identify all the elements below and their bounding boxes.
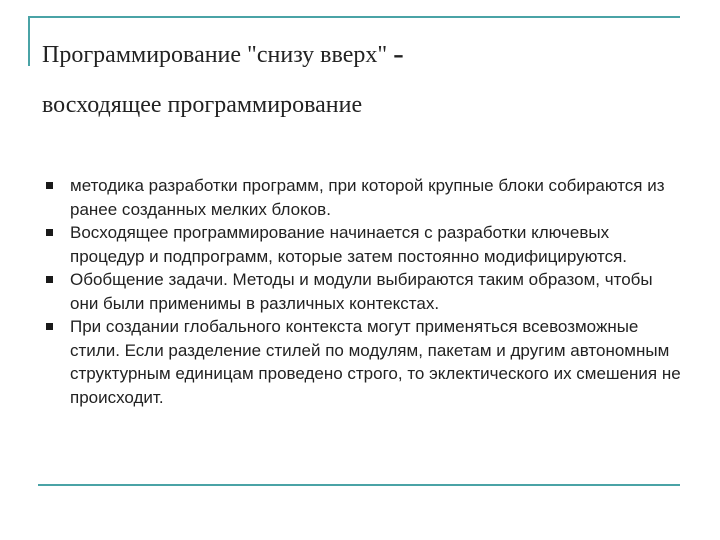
slide-title xyxy=(42,35,682,71)
slide-subtitle: восходящее программирование xyxy=(42,92,363,118)
square-bullet-icon xyxy=(46,229,53,236)
square-bullet-icon xyxy=(46,276,53,283)
slide-title-text: Программирование "снизу вверх" xyxy=(42,42,388,68)
square-bullet-icon xyxy=(46,323,53,330)
bullet-text: Восходящее программирование начинается с разработки ключевых процедур и подпрограмм, которые затем постоянно модифицируются. xyxy=(70,223,627,266)
left-rule xyxy=(28,16,30,66)
bullet-text: Обобщение задачи. Методы и модули выбираются таким образом, чтобы они были применимы в различных контекстах. xyxy=(70,270,653,313)
bullet-item xyxy=(42,268,682,315)
top-rule xyxy=(28,16,680,18)
bottom-rule xyxy=(38,484,680,486)
square-bullet-icon xyxy=(46,182,53,189)
bullet-item xyxy=(42,315,682,409)
bullet-text: При создании глобального контекста могут применяться всевозможные стили. Если разделение стилей по модулям, пакетам и другим автономным структурным единицам проведено строго, то эклектического их смешения не происходит. xyxy=(70,317,681,407)
bullet-list xyxy=(42,174,682,409)
slide-title-dash: - xyxy=(393,35,404,71)
bullet-item xyxy=(42,221,682,268)
bullet-item xyxy=(42,174,682,221)
bullet-text: методика разработки программ, при которой крупные блоки собираются из ранее созданных мелких блоков. xyxy=(70,176,665,219)
